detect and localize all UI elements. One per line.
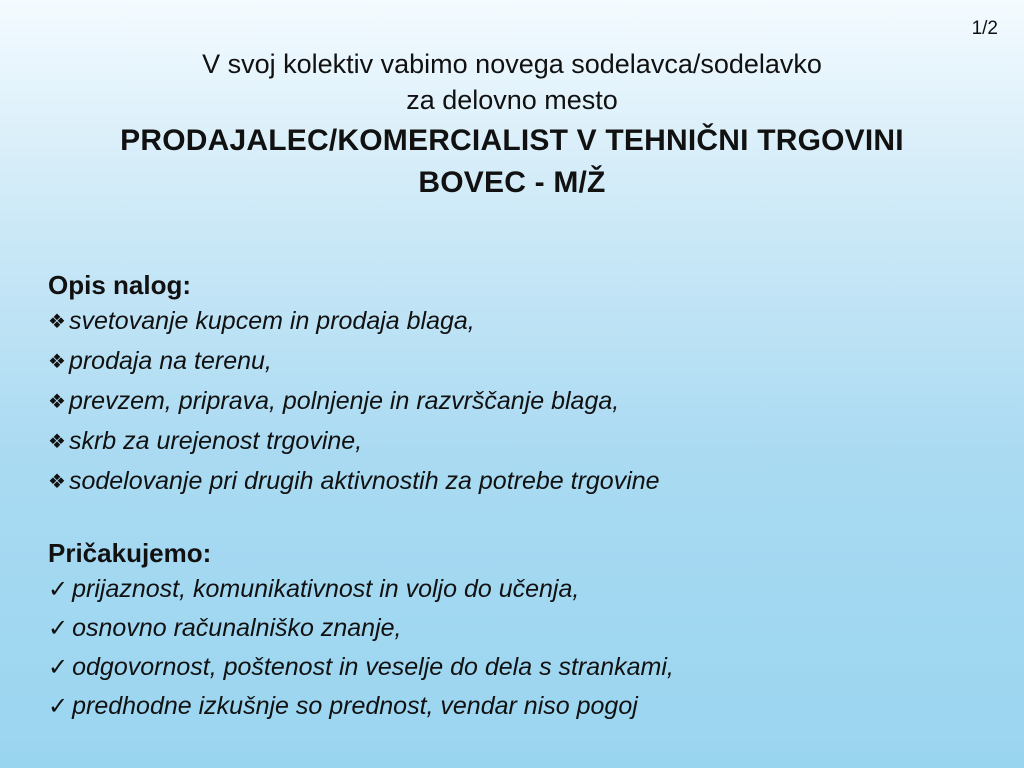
expectation-text: predhodne izkušnje so prednost, vendar niso pogoj [72, 692, 638, 720]
task-text: prevzem, priprava, polnjenje in razvrščanje blaga, [68, 387, 620, 415]
intro-text [0, 46, 1024, 118]
task-item [48, 302, 988, 342]
page-number: 1/2 [971, 18, 998, 39]
tasks-heading: Opis nalog: [48, 270, 191, 300]
expectation-text: prijaznost, komunikativnost in voljo do učenja, [72, 575, 580, 603]
job-title-line-1: PRODAJALEC/KOMERCIALIST V TEHNIČNI TRGOVINI [120, 124, 904, 157]
intro-line-2: za delovno mesto [406, 85, 618, 115]
four-diamond-bullet-icon: ❖ [48, 351, 66, 373]
checkmark-icon: ✓ [48, 654, 69, 681]
expectation-text: osnovno računalniško znanje, [72, 614, 402, 642]
intro-line-1: V svoj kolektiv vabimo novega sodelavca/sodelavko [202, 49, 822, 79]
checkmark-icon: ✓ [48, 693, 69, 720]
expectation-item [48, 609, 988, 648]
expectations-section [48, 536, 988, 726]
job-title-line-2: BOVEC - M/Ž [418, 166, 606, 199]
task-item [48, 342, 988, 382]
expectation-item [48, 687, 988, 726]
expectation-text: odgovornost, poštenost in veselje do dela s strankami, [72, 653, 674, 681]
four-diamond-bullet-icon: ❖ [48, 311, 66, 333]
task-text: svetovanje kupcem in prodaja blaga, [68, 307, 475, 335]
four-diamond-bullet-icon: ❖ [48, 431, 66, 453]
expectation-item [48, 570, 988, 609]
job-title [0, 120, 1024, 204]
four-diamond-bullet-icon: ❖ [48, 471, 66, 493]
task-item [48, 382, 988, 422]
four-diamond-bullet-icon: ❖ [48, 391, 66, 413]
task-item [48, 462, 988, 502]
task-text: skrb za urejenost trgovine, [68, 427, 363, 455]
tasks-section [48, 268, 988, 502]
expectations-heading: Pričakujemo: [48, 538, 212, 568]
checkmark-icon: ✓ [48, 576, 69, 603]
task-text: sodelovanje pri drugih aktivnostih za potrebe trgovine [68, 467, 660, 495]
task-item [48, 422, 988, 462]
expectation-item [48, 648, 988, 687]
task-text: prodaja na terenu, [68, 347, 272, 375]
checkmark-icon: ✓ [48, 615, 69, 642]
